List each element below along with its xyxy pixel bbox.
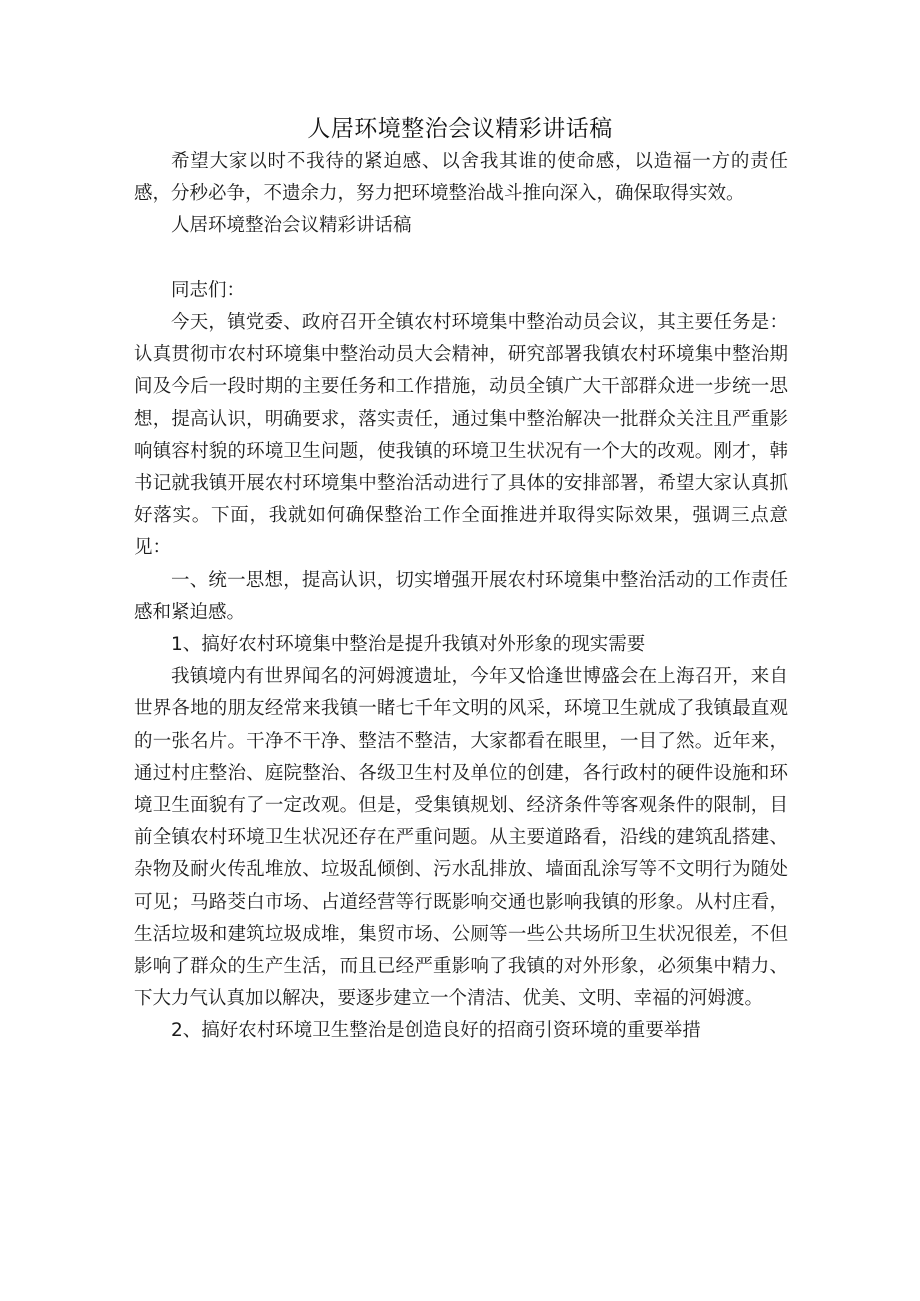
document-body (134, 146, 788, 1048)
paragraph-point-1: 1、搞好农村环境集中整治是提升我镇对外形象的现实需要 (171, 634, 646, 656)
paragraph-point-1-body: 我镇境内有世界闻名的河姆渡遗址，今年又恰逢世博盛会在上海召开，来自世界各地的朋友经常来我镇一睹七千年文明的风采，环境卫生就成了我镇最直观的一张名片。干净不干净、整洁不整洁，大家都看在眼里，一目了然。近年来，通过村庄整治、庭院整治、各级卫生村及单位的创建，各行政村的硬件设施和环境卫生面貌有了一定改观。但是，受集镇规划、经济条件等客观条件的限制，目前全镇农村环境卫生状况还存在严重问题。从主要道路看，沿线的建筑乱搭建、杂物及耐火传乱堆放、垃圾乱倾倒、污水乱排放、墙面乱涂写等不文明行为随处可见；马路茭白市场、占道经营等行既影响交通也影响我镇的形象。从村庄看，生活垃圾和建筑垃圾成堆，集贸市场、公厕等一些公共场所卫生状况很差，不但影响了群众的生产生活，而且已经严重影响了我镇的对外形象，必须集中精力、下大力气认真加以解决，要逐步建立一个清洁、优美、文明、幸福的河姆渡。 (134, 666, 788, 1010)
paragraph-intro: 希望大家以时不我待的紧迫感、以舍我其谁的使命感，以造福一方的责任感，分秒必争，不遗余力，努力把环境整治战斗推向深入，确保取得实效。 (134, 151, 788, 205)
paragraph-subtitle: 人居环境整治会议精彩讲话稿 (171, 215, 412, 237)
document-title: 人居环境整治会议精彩讲话稿 (307, 116, 613, 142)
paragraph-salutation: 同志们： (171, 279, 246, 301)
paragraph-section-heading-1: 一、统一思想，提高认识，切实增强开展农村环境集中整治活动的工作责任感和紧迫感。 (134, 569, 788, 623)
paragraph-opening: 今天，镇党委、政府召开全镇农村环境集中整治动员会议，其主要任务是：认真贯彻市农村环境集中整治动员大会精神，研究部署我镇农村环境集中整治期间及今后一段时期的主要任务和工作措施，动员全镇广大干部群众进一步统一思想，提高认识，明确要求，落实责任，通过集中整治解决一批群众关注且严重影响镇容村貌的环境卫生问题，使我镇的环境卫生状况有一个大的改观。刚才，韩书记就我镇开展农村环境集中整治活动进行了具体的安排部署，希望大家认真抓好落实。下面，我就如何确保整治工作全面推进并取得实际效果，强调三点意见： (134, 312, 788, 559)
paragraph-point-2: 2、搞好农村环境卫生整治是创造良好的招商引资环境的重要举措 (171, 1020, 701, 1042)
blank-line (134, 243, 788, 275)
